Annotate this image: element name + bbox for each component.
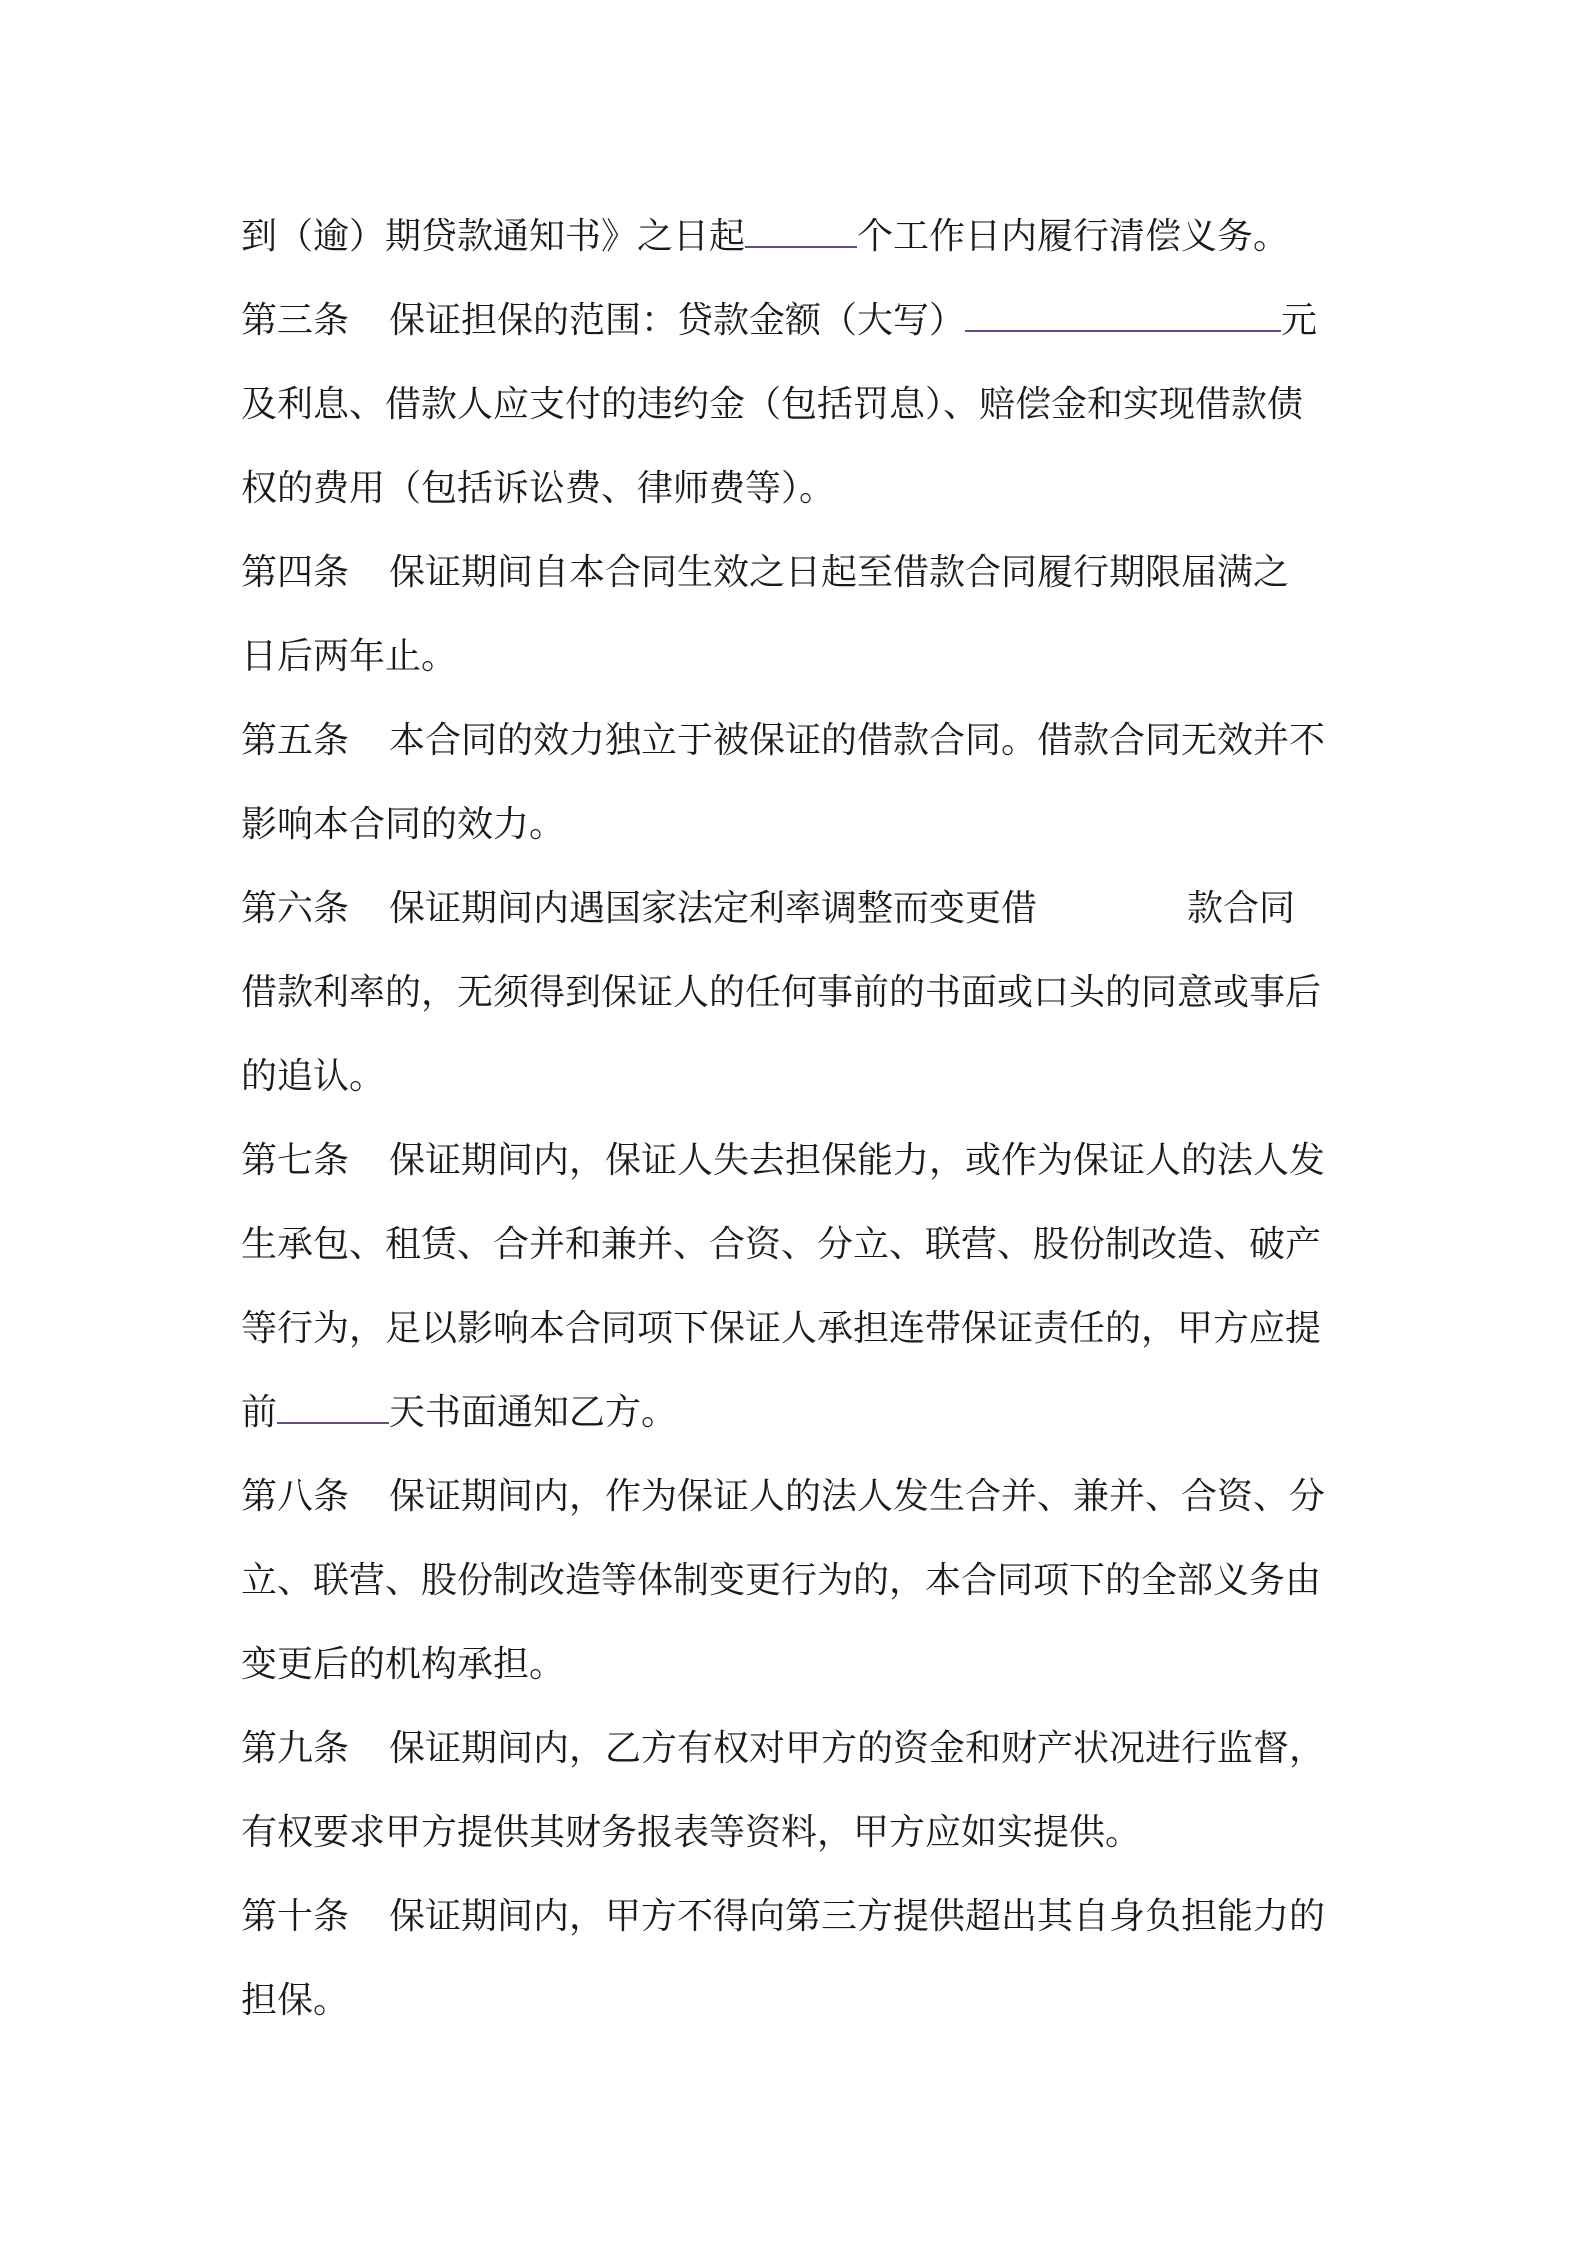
line-text: 及利息、借款人应支付的违约金（包括罚息）、赔偿金和实现借款债 <box>241 384 1304 425</box>
line-text: 保证期间内，保证人失去担保能力，或作为保证人的法人发 <box>389 1140 1326 1181</box>
paragraph-line <box>241 205 1356 289</box>
line-text: 本合同的效力独立于被保证的借款合同。借款合同无效并不 <box>389 720 1326 761</box>
line-text: 款合同 <box>1187 888 1296 929</box>
line-text: 到（逾）期贷款通知书》之日起 <box>241 216 746 257</box>
line-text: 日后两年止。 <box>241 636 458 677</box>
blank-underline <box>277 1392 389 1424</box>
article-number: 第四条 <box>241 552 350 593</box>
line-text: 变更后的机构承担。 <box>241 1644 566 1685</box>
article-line <box>241 541 1356 625</box>
article-number: 第五条 <box>241 720 350 761</box>
paragraph-line <box>241 1045 1356 1129</box>
article-number: 第三条 <box>241 300 350 341</box>
line-text: 担保。 <box>241 1980 350 2021</box>
article-number: 第七条 <box>241 1140 350 1181</box>
line-text: 个工作日内履行清偿义务。 <box>857 216 1290 257</box>
line-text: 生承包、租赁、合并和兼并、合资、分立、联营、股份制改造、破产 <box>241 1224 1322 1265</box>
line-text: 借款利率的，无须得到保证人的任何事前的书面或口头的同意或事后 <box>241 972 1322 1013</box>
article-line <box>241 877 1356 961</box>
line-text: 保证期间内遇国家法定利率调整而变更借 <box>389 888 1038 929</box>
paragraph-line <box>241 457 1356 541</box>
article-line <box>241 289 1356 373</box>
paragraph-line <box>241 373 1356 457</box>
article-line <box>241 1885 1356 1969</box>
article-number: 第六条 <box>241 888 350 929</box>
line-text: 保证担保的范围：贷款金额（大写） <box>389 300 966 341</box>
line-text: 保证期间内，乙方有权对甲方的资金和财产状况进行监督， <box>389 1728 1326 1769</box>
document-body <box>241 205 1356 2053</box>
paragraph-line <box>241 1801 1356 1885</box>
blank-underline <box>745 216 857 248</box>
line-text: 立、联营、股份制改造等体制变更行为的，本合同项下的全部义务由 <box>241 1560 1322 1601</box>
paragraph-line <box>241 1297 1356 1381</box>
article-number: 第九条 <box>241 1728 350 1769</box>
line-text: 等行为，足以影响本合同项下保证人承担连带保证责任的，甲方应提 <box>241 1308 1322 1349</box>
line-text: 的追认。 <box>241 1056 386 1097</box>
paragraph-line <box>241 961 1356 1045</box>
line-text: 保证期间自本合同生效之日起至借款合同履行期限届满之 <box>389 552 1290 593</box>
article-line <box>241 1465 1356 1549</box>
article-line <box>241 1129 1356 1213</box>
paragraph-line <box>241 1633 1356 1717</box>
line-text: 天书面通知乙方。 <box>389 1392 678 1433</box>
article-line <box>241 709 1356 793</box>
paragraph-line <box>241 625 1356 709</box>
line-text: 权的费用（包括诉讼费、律师费等）。 <box>241 468 836 509</box>
article-number: 第八条 <box>241 1476 350 1517</box>
line-text: 保证期间内，作为保证人的法人发生合并、兼并、合资、分 <box>389 1476 1326 1517</box>
paragraph-line <box>241 1549 1356 1633</box>
paragraph-line <box>241 1213 1356 1297</box>
line-text: 有权要求甲方提供其财务报表等资料，甲方应如实提供。 <box>241 1812 1142 1853</box>
line-text: 元 <box>1281 300 1318 341</box>
line-text: 影响本合同的效力。 <box>241 804 566 845</box>
blank-underline <box>965 300 1281 332</box>
line-text: 保证期间内，甲方不得向第三方提供超出其自身负担能力的 <box>389 1896 1326 1937</box>
paragraph-line <box>241 1969 1356 2053</box>
article-number: 第十条 <box>241 1896 350 1937</box>
article-line <box>241 1717 1356 1801</box>
line-text: 前 <box>241 1392 278 1433</box>
paragraph-line <box>241 793 1356 877</box>
paragraph-line <box>241 1381 1356 1465</box>
